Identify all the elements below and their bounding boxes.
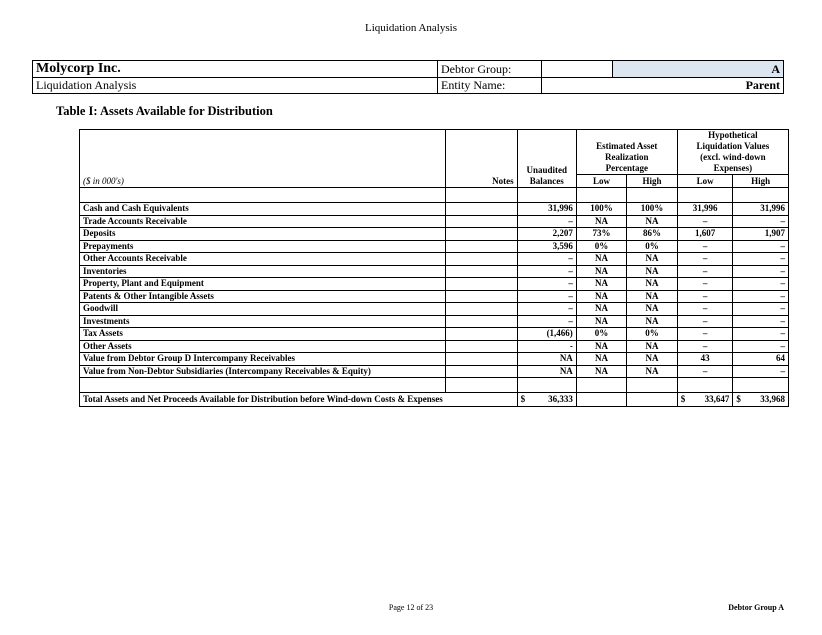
table-row [80,228,789,241]
row-balance: NA [517,365,576,378]
realization-header: Estimated Asset Realization Percentage [576,130,677,175]
row-pct-high: NA [627,290,677,303]
company-name: Molycorp Inc. [33,61,438,78]
table-row [80,303,789,316]
row-pct-low: NA [576,253,626,266]
row-label: Value from Debtor Group D Intercompany Receivables [80,353,446,366]
row-balance: NA [517,353,576,366]
table-row [80,328,789,341]
row-val-low: – [677,215,733,228]
unaudited-header: Unaudited Balances [517,130,576,188]
row-notes [446,215,517,228]
row-notes [446,340,517,353]
row-pct-low: 0% [576,240,626,253]
row-val-high: 31,996 [733,203,789,216]
row-pct-low: NA [576,278,626,291]
entity-name-value: Parent [542,78,784,94]
row-val-high: – [733,340,789,353]
row-label: Prepayments [80,240,446,253]
debtor-group-value: A [613,61,784,78]
row-val-low: – [677,328,733,341]
liquidation-header: Hypothetical Liquidation Values (excl. wind-down Expenses) [677,130,788,175]
row-balance: - [517,340,576,353]
page-title: Liquidation Analysis [365,22,457,34]
row-pct-high: NA [627,303,677,316]
val-low-header: Low [677,175,733,188]
table-row [80,203,789,216]
row-balance: – [517,215,576,228]
row-val-low: – [677,278,733,291]
entity-name-label: Entity Name: [438,78,542,94]
page-number: Page 12 of 23 [388,603,434,612]
table-row [80,215,789,228]
row-val-high: – [733,315,789,328]
row-pct-high: 100% [627,203,677,216]
row-val-low: 43 [677,353,733,366]
row-label: Tax Assets [80,328,446,341]
table-row [80,315,789,328]
pct-high-header: High [627,175,677,188]
row-pct-low: 100% [576,203,626,216]
row-val-low: – [677,315,733,328]
row-val-high: – [733,328,789,341]
row-val-high: – [733,265,789,278]
row-label: Property, Plant and Equipment [80,278,446,291]
row-val-high: 64 [733,353,789,366]
row-notes [446,265,517,278]
table-row [80,265,789,278]
table-row [80,253,789,266]
row-label: Value from Non-Debtor Subsidiaries (Intercompany Receivables & Equity) [80,365,446,378]
row-notes [446,315,517,328]
row-label: Cash and Cash Equivalents [80,203,446,216]
table-row [80,365,789,378]
notes-header: Notes [446,175,517,188]
row-pct-low: NA [576,303,626,316]
row-val-low: – [677,240,733,253]
row-label: Other Assets [80,340,446,353]
row-notes [446,253,517,266]
row-notes [446,240,517,253]
row-pct-high: 0% [627,328,677,341]
row-val-high: – [733,215,789,228]
row-val-low: – [677,253,733,266]
header-subtitle: Liquidation Analysis [33,78,438,94]
row-val-low: 31,996 [677,203,733,216]
row-pct-low: NA [576,215,626,228]
row-balance: – [517,265,576,278]
row-val-low: 1,607 [677,228,733,241]
row-val-high: – [733,278,789,291]
assets-table [79,129,789,407]
row-val-low: – [677,265,733,278]
table-title: Table I: Assets Available for Distribution [56,104,273,118]
debtor-group-label: Debtor Group: [438,61,542,78]
row-notes [446,365,517,378]
row-pct-high: NA [627,278,677,291]
row-pct-high: 86% [627,228,677,241]
row-notes [446,203,517,216]
debtor-group-blank [542,61,613,78]
row-val-high: 1,907 [733,228,789,241]
row-val-high: – [733,240,789,253]
row-label: Other Accounts Receivable [80,253,446,266]
row-balance: 31,996 [517,203,576,216]
row-pct-low: NA [576,265,626,278]
row-balance: – [517,290,576,303]
row-pct-high: NA [627,215,677,228]
table-row [80,340,789,353]
row-label: Deposits [80,228,446,241]
row-pct-low: 73% [576,228,626,241]
total-label: Total Assets and Net Proceeds Available for Distribution before Wind-down Costs & Expenses [80,393,446,407]
row-pct-low: 0% [576,328,626,341]
row-balance: – [517,278,576,291]
row-notes [446,278,517,291]
entity-header [32,60,784,94]
row-pct-low: NA [576,290,626,303]
total-val-high: $ 33,968 [733,393,789,407]
row-val-high: – [733,303,789,316]
row-val-low: – [677,365,733,378]
total-val-low: $ 33,647 [677,393,733,407]
row-label: Patents & Other Intangible Assets [80,290,446,303]
row-balance: – [517,303,576,316]
row-label: Goodwill [80,303,446,316]
row-balance: – [517,253,576,266]
row-pct-low: NA [576,365,626,378]
row-pct-low: NA [576,315,626,328]
row-notes [446,290,517,303]
row-balance: – [517,315,576,328]
row-pct-low: NA [576,340,626,353]
table-row [80,278,789,291]
pct-low-header: Low [576,175,626,188]
table-row [80,240,789,253]
val-high-header: High [733,175,789,188]
row-notes [446,353,517,366]
row-val-low: – [677,290,733,303]
row-pct-high: NA [627,265,677,278]
row-val-high: – [733,365,789,378]
row-label: Inventories [80,265,446,278]
row-pct-low: NA [576,353,626,366]
footer-debtor-group: Debtor Group A [728,603,784,612]
row-notes [446,328,517,341]
row-pct-high: NA [627,365,677,378]
row-pct-high: 0% [627,240,677,253]
row-label: Investments [80,315,446,328]
total-balance: $ 36,333 [517,393,576,407]
row-val-low: – [677,303,733,316]
row-pct-high: NA [627,353,677,366]
total-row [80,393,789,407]
row-label: Trade Accounts Receivable [80,215,446,228]
row-notes [446,303,517,316]
table-row [80,353,789,366]
row-val-low: – [677,340,733,353]
row-notes [446,228,517,241]
row-balance: 2,207 [517,228,576,241]
row-pct-high: NA [627,315,677,328]
row-val-high: – [733,253,789,266]
row-val-high: – [733,290,789,303]
unit-note: ($ in 000's) [83,176,124,186]
row-balance: 3,596 [517,240,576,253]
row-balance: (1,466) [517,328,576,341]
row-pct-high: NA [627,340,677,353]
table-row [80,290,789,303]
row-pct-high: NA [627,253,677,266]
